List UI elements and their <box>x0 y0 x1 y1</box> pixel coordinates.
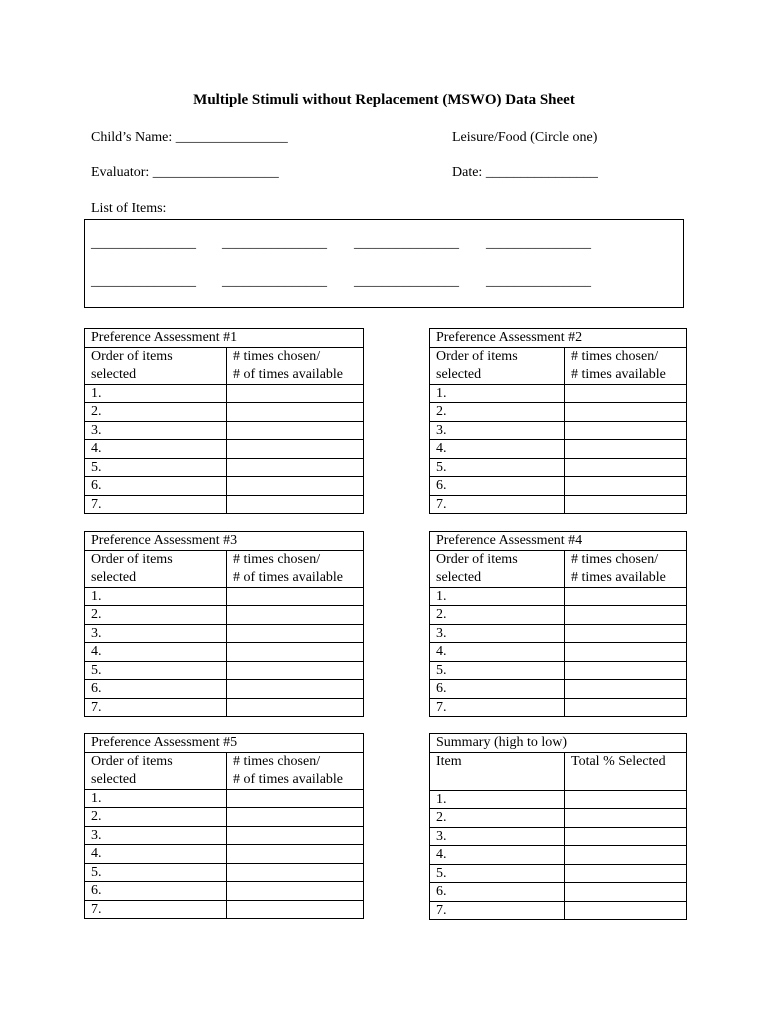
times-chosen-header: # times chosen/ # of times available <box>227 752 364 789</box>
item-blank[interactable]: _______________ <box>91 274 196 289</box>
preference-assessment-2-table <box>429 328 687 514</box>
table-row: 3. <box>85 421 364 440</box>
table-row: 7. <box>430 901 687 920</box>
assessment-title: Preference Assessment #5 <box>85 734 364 753</box>
child-name-field <box>91 130 288 146</box>
item-header: Item <box>430 752 565 790</box>
table-row: 5. <box>85 458 364 477</box>
child-name-label: Child’s Name: <box>91 130 173 145</box>
summary-table <box>429 733 687 920</box>
list-of-items-label: List of Items: <box>91 201 167 216</box>
item-blank[interactable]: _______________ <box>91 236 196 251</box>
preference-assessment-1-table <box>84 328 364 514</box>
table-row: 4. <box>430 846 687 865</box>
table-row: 7. <box>85 495 364 514</box>
order-header: Order of items selected <box>430 550 565 587</box>
times-chosen-header: # times chosen/ # times available <box>565 347 687 384</box>
child-name-blank[interactable]: ________________ <box>175 130 288 145</box>
table-row: 6. <box>85 680 364 699</box>
times-chosen-header: # times chosen/ # of times available <box>227 347 364 384</box>
table-row: 1. <box>85 384 364 403</box>
item-blank[interactable]: _______________ <box>354 274 459 289</box>
table-row: 7. <box>85 698 364 717</box>
times-chosen-header: # times chosen/ # times available <box>565 550 687 587</box>
table-row: 7. <box>430 698 687 717</box>
item-blank[interactable]: _______________ <box>222 236 327 251</box>
date-field[interactable]: Date: ________________ <box>452 165 598 180</box>
assessment-title: Preference Assessment #3 <box>85 532 364 551</box>
leisure-food-field: Leisure/Food (Circle one) <box>452 130 598 145</box>
table-row: 5. <box>430 661 687 680</box>
table-row: 4. <box>85 845 364 864</box>
evaluator-field[interactable]: Evaluator: __________________ <box>91 165 279 180</box>
page-title: Multiple Stimuli without Replacement (MSWO) Data Sheet <box>193 92 575 108</box>
table-row: 3. <box>430 421 687 440</box>
table-row: 6. <box>85 882 364 901</box>
table-row: 2. <box>430 403 687 422</box>
order-header: Order of items selected <box>85 550 227 587</box>
table-row: 6. <box>430 680 687 699</box>
assessment-title: Preference Assessment #2 <box>430 329 687 348</box>
total-selected-header: Total % Selected <box>565 752 687 790</box>
table-row: 6. <box>430 883 687 902</box>
list-of-items-box <box>84 219 684 308</box>
times-chosen-header: # times chosen/ # of times available <box>227 550 364 587</box>
item-blank[interactable]: _______________ <box>486 274 591 289</box>
table-row: 3. <box>85 624 364 643</box>
assessment-title: Preference Assessment #1 <box>85 329 364 348</box>
preference-assessment-3-table <box>84 531 364 717</box>
table-row: 4. <box>85 643 364 662</box>
order-header: Order of items selected <box>85 347 227 384</box>
preference-assessment-5-table <box>84 733 364 919</box>
table-row: 1. <box>430 587 687 606</box>
summary-title: Summary (high to low) <box>430 734 687 753</box>
table-row: 7. <box>430 495 687 514</box>
item-blank[interactable]: _______________ <box>486 236 591 251</box>
table-row: 3. <box>430 624 687 643</box>
preference-assessment-4-table <box>429 531 687 717</box>
table-row: 4. <box>430 440 687 459</box>
assessment-title: Preference Assessment #4 <box>430 532 687 551</box>
table-row: 6. <box>85 477 364 496</box>
table-row: 2. <box>85 808 364 827</box>
table-row: 2. <box>430 606 687 625</box>
table-row: 1. <box>430 384 687 403</box>
table-row: 2. <box>85 403 364 422</box>
table-row: 5. <box>430 864 687 883</box>
table-row: 2. <box>85 606 364 625</box>
order-header: Order of items selected <box>85 752 227 789</box>
item-blank[interactable]: _______________ <box>222 274 327 289</box>
table-row: 1. <box>85 789 364 808</box>
table-row: 2. <box>430 809 687 828</box>
table-row: 3. <box>430 827 687 846</box>
table-row: 5. <box>430 458 687 477</box>
table-row: 4. <box>85 440 364 459</box>
item-blank[interactable]: _______________ <box>354 236 459 251</box>
table-row: 5. <box>85 863 364 882</box>
table-row: 6. <box>430 477 687 496</box>
table-row: 4. <box>430 643 687 662</box>
table-row: 3. <box>85 826 364 845</box>
order-header: Order of items selected <box>430 347 565 384</box>
table-row: 7. <box>85 900 364 919</box>
table-row: 5. <box>85 661 364 680</box>
table-row: 1. <box>430 790 687 809</box>
table-row: 1. <box>85 587 364 606</box>
